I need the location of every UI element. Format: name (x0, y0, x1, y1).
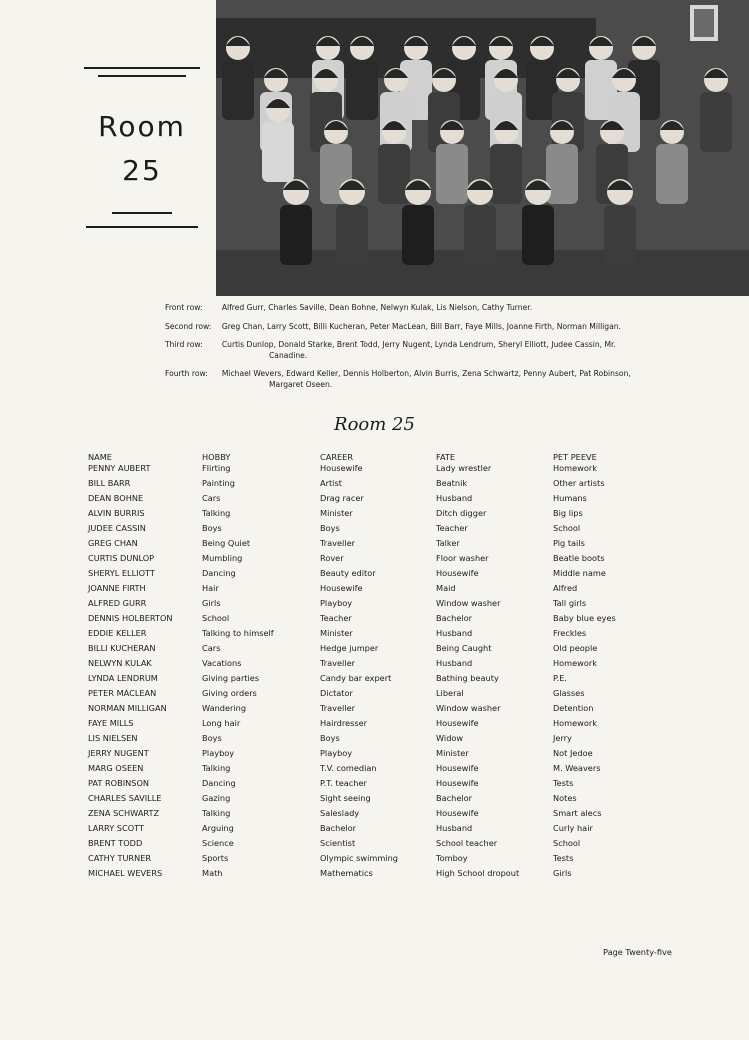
caption-second-row: Second row: Greg Chan, Larry Scott, Billi Kucheran, Peter MacLean, Bill Barr, Faye Mills, Joanne Firth, Norman Milligan. (165, 321, 621, 331)
pet-peeve-cell: Detention (553, 703, 594, 713)
career-cell: Drag racer (320, 493, 364, 503)
name-cell: CATHY TURNER (88, 853, 152, 863)
fate-cell: Housewife (436, 568, 479, 578)
fate-cell: Husband (436, 823, 473, 833)
fate-cell: Bachelor (436, 793, 473, 803)
hobby-cell: Gazing (202, 793, 231, 803)
name-cell: PENNY AUBERT (88, 463, 151, 473)
name-cell: BRENT TODD (88, 838, 143, 848)
section-title: Room 25 (334, 414, 415, 435)
hobby-cell: Talking (202, 508, 231, 518)
name-cell: JERRY NUGENT (88, 748, 149, 758)
name-cell: PAT ROBINSON (88, 778, 150, 788)
pet-peeve-cell: Homework (553, 463, 597, 473)
career-cell: Minister (320, 508, 353, 518)
fate-cell: Widow (436, 733, 464, 743)
hobby-cell: Arguing (202, 823, 234, 833)
career-cell: Traveller (320, 538, 356, 548)
fate-cell: Minister (436, 748, 469, 758)
heading-rule-top-2 (98, 75, 186, 77)
fate-cell: Bachelor (436, 613, 473, 623)
caption-fourth-row: Fourth row: Michael Wevers, Edward Keller, Dennis Holberton, Alvin Burris, Zena Schwartz, Penny Aubert, Pat Robinson, Margaret Oseen. (165, 369, 631, 389)
name-cell: BILLI KUCHERAN (88, 643, 156, 653)
career-cell: Rover (320, 553, 344, 563)
name-cell: FAYE MILLS (88, 718, 134, 728)
career-cell: Mathematics (320, 868, 373, 878)
name-cell: JUDEE CASSIN (88, 523, 146, 533)
hobby-cell: Being Quiet (202, 538, 251, 548)
fate-cell: Being Caught (436, 643, 492, 653)
pet-peeve-cell: Tall girls (553, 598, 587, 608)
hobby-cell: Wandering (202, 703, 247, 713)
pet-peeve-cell: School (553, 838, 581, 848)
caption-third-row: Third row: Curtis Dunlop, Donald Starke, Brent Todd, Jerry Nugent, Lynda Lendrum, Sheryl Elliott, Judee Cassin, Mr. Canadine. (165, 340, 616, 360)
caption-text: Greg Chan, Larry Scott, Billi Kucheran, Peter MacLean, Bill Barr, Faye Mills, Joanne Firth, Norman Milligan. (221, 321, 621, 331)
career-cell: Teacher (320, 613, 352, 623)
career-cell: Saleslady (320, 808, 360, 818)
name-cell: SHERYL ELLIOTT (88, 568, 155, 578)
name-cell: NELWYN KULAK (88, 658, 152, 668)
fate-cell: School teacher (436, 838, 498, 848)
name-cell: ALFRED GURR (88, 598, 147, 608)
pet-peeve-cell: Not Jedoe (553, 748, 593, 758)
heading-rule-bottom-1 (112, 212, 172, 214)
hobby-cell: Cars (202, 643, 221, 653)
hobby-cell: Talking (202, 763, 231, 773)
caption-front-row: Front row: Alfred Gurr, Charles Saville, Dean Bohne, Nelwyn Kulak, Lis Nielson, Cathy Turner. (165, 303, 533, 312)
hobby-cell: Boys (202, 523, 222, 533)
pet-peeve-cell: Homework (553, 718, 597, 728)
hobby-cell: Playboy (202, 748, 235, 758)
pet-peeve-cell: Girls (553, 868, 572, 878)
pet-peeve-cell: Old people (553, 643, 598, 653)
pet-peeve-cell: Beatle boots (553, 553, 605, 563)
hobby-cell: Science (202, 838, 234, 848)
career-cell: Olympic swimming (320, 853, 398, 863)
name-cell: CHARLES SAVILLE (88, 793, 162, 803)
pet-peeve-cell: Jerry (553, 733, 572, 743)
hobby-cell: Talking (202, 808, 231, 818)
hobby-cell: Dancing (202, 568, 236, 578)
fate-cell: Lady wrestler (436, 463, 492, 473)
pet-peeve-cell: Homework (553, 658, 597, 668)
name-cell: EDDIE KELLER (88, 628, 147, 638)
fate-cell: Window washer (436, 703, 501, 713)
career-cell: Housewife (320, 583, 363, 593)
career-cell: Boys (320, 523, 340, 533)
name-cell: LIS NIELSEN (88, 733, 138, 743)
pet-peeve-cell: Tests (553, 778, 574, 788)
career-cell: Hedge jumper (320, 643, 379, 653)
fate-cell: Housewife (436, 778, 479, 788)
career-cell: Scientist (320, 838, 356, 848)
hobby-cell: Boys (202, 733, 222, 743)
fate-cell: Husband (436, 658, 473, 668)
name-cell: ZENA SCHWARTZ (88, 808, 160, 818)
hobby-cell: Long hair (202, 718, 241, 728)
caption-text: Curtis Dunlop, Donald Starke, Brent Todd, Jerry Nugent, Lynda Lendrum, Sheryl Elliott, Judee Cassin, Mr. Canadine. (221, 340, 616, 360)
career-cell: Sight seeing (320, 793, 371, 803)
name-cell: MARG OSEEN (88, 763, 144, 773)
room-heading-word: Room (98, 110, 186, 143)
name-cell: GREG CHAN (88, 538, 138, 548)
pet-peeve-cell: Notes (553, 793, 577, 803)
fate-cell: Husband (436, 493, 473, 503)
page-number: Page Twenty-five (603, 947, 672, 957)
hobby-cell: Flirting (202, 463, 231, 473)
name-cell: JOANNE FIRTH (88, 583, 146, 593)
hobby-cell: Giving orders (202, 688, 257, 698)
pet-peeve-cell: P.E. (553, 673, 568, 683)
career-cell: Traveller (320, 703, 356, 713)
hobby-cell: Sports (202, 853, 229, 863)
name-cell: MICHAEL WEVERS (88, 868, 163, 878)
header-pet-peeve: PET PEEVE (553, 452, 597, 462)
pet-peeve-cell: Tests (553, 853, 574, 863)
hobby-cell: Talking to himself (202, 628, 274, 638)
name-cell: DEAN BOHNE (88, 493, 144, 503)
pet-peeve-cell: Middle name (553, 568, 606, 578)
name-cell: LYNDA LENDRUM (88, 673, 158, 683)
pet-peeve-cell: School (553, 523, 581, 533)
name-cell: BILL BARR (88, 478, 131, 488)
fate-cell: Teacher (436, 523, 468, 533)
header-name: NAME (88, 452, 112, 462)
career-cell: Housewife (320, 463, 363, 473)
pet-peeve-cell: Alfred (553, 583, 578, 593)
fate-cell: Maid (436, 583, 456, 593)
fate-cell: Ditch digger (436, 508, 487, 518)
photo-captions (165, 303, 647, 398)
fate-cell: Beatnik (436, 478, 468, 488)
pet-peeve-cell: M. Weavers (553, 763, 601, 773)
name-cell: NORMAN MILLIGAN (88, 703, 167, 713)
career-cell: P.T. teacher (320, 778, 367, 788)
fate-cell: Tomboy (436, 853, 468, 863)
header-career: CAREER (320, 452, 354, 462)
heading-rule-bottom-2 (86, 226, 198, 228)
fate-cell: Housewife (436, 763, 479, 773)
career-cell: Hairdresser (320, 718, 368, 728)
career-cell: Candy bar expert (320, 673, 392, 683)
pet-peeve-cell: Humans (553, 493, 587, 503)
fate-cell: Floor washer (436, 553, 489, 563)
hobby-cell: School (202, 613, 230, 623)
career-cell: Playboy (320, 748, 353, 758)
hobby-cell: Mumbling (202, 553, 243, 563)
hobby-cell: Dancing (202, 778, 236, 788)
hobby-cell: Giving parties (202, 673, 260, 683)
pet-peeve-cell: Freckles (553, 628, 587, 638)
name-cell: CURTIS DUNLOP (88, 553, 155, 563)
hobby-cell: Hair (202, 583, 219, 593)
fate-cell: Housewife (436, 718, 479, 728)
fate-cell: Talker (436, 538, 460, 548)
pet-peeve-cell: Baby blue eyes (553, 613, 616, 623)
fate-cell: Window washer (436, 598, 501, 608)
fate-cell: Husband (436, 628, 473, 638)
name-cell: ALVIN BURRIS (88, 508, 145, 518)
name-cell: PETER MACLEAN (88, 688, 157, 698)
caption-text: Alfred Gurr, Charles Saville, Dean Bohne, Nelwyn Kulak, Lis Nielson, Cathy Turner. (221, 303, 533, 312)
caption-text: Michael Wevers, Edward Keller, Dennis Holberton, Alvin Burris, Zena Schwartz, Penny Aubert, Pat Robinson, Margaret Oseen. (221, 369, 631, 389)
hobby-cell: Cars (202, 493, 221, 503)
header-fate: FATE (436, 452, 456, 462)
pet-peeve-cell: Curly hair (553, 823, 593, 833)
career-cell: Artist (320, 478, 342, 488)
fate-cell: Liberal (436, 688, 464, 698)
header-hobby: HOBBY (202, 452, 231, 462)
fate-cell: High School dropout (436, 868, 520, 878)
career-cell: Dictator (320, 688, 353, 698)
career-cell: Beauty editor (320, 568, 376, 578)
class-photo (216, 0, 749, 296)
pet-peeve-cell: Big lips (553, 508, 583, 518)
pet-peeve-cell: Smart alecs (553, 808, 602, 818)
hobby-cell: Girls (202, 598, 221, 608)
pet-peeve-cell: Other artists (553, 478, 605, 488)
hobby-cell: Math (202, 868, 223, 878)
career-cell: Boys (320, 733, 340, 743)
fate-cell: Housewife (436, 808, 479, 818)
career-cell: Bachelor (320, 823, 357, 833)
pet-peeve-cell: Glasses (553, 688, 585, 698)
hobby-cell: Vacations (202, 658, 242, 668)
fate-cell: Bathing beauty (436, 673, 499, 683)
career-cell: Minister (320, 628, 353, 638)
career-cell: T.V. comedian (320, 763, 377, 773)
class-photo-figures (216, 0, 749, 296)
career-cell: Traveller (320, 658, 356, 668)
name-cell: DENNIS HOLBERTON (88, 613, 173, 623)
heading-rule-top-1 (84, 67, 200, 69)
career-cell: Playboy (320, 598, 353, 608)
hobby-cell: Painting (202, 478, 235, 488)
room-heading-number: 25 (122, 154, 162, 187)
name-cell: LARRY SCOTT (88, 823, 145, 833)
pet-peeve-cell: Pig tails (553, 538, 585, 548)
